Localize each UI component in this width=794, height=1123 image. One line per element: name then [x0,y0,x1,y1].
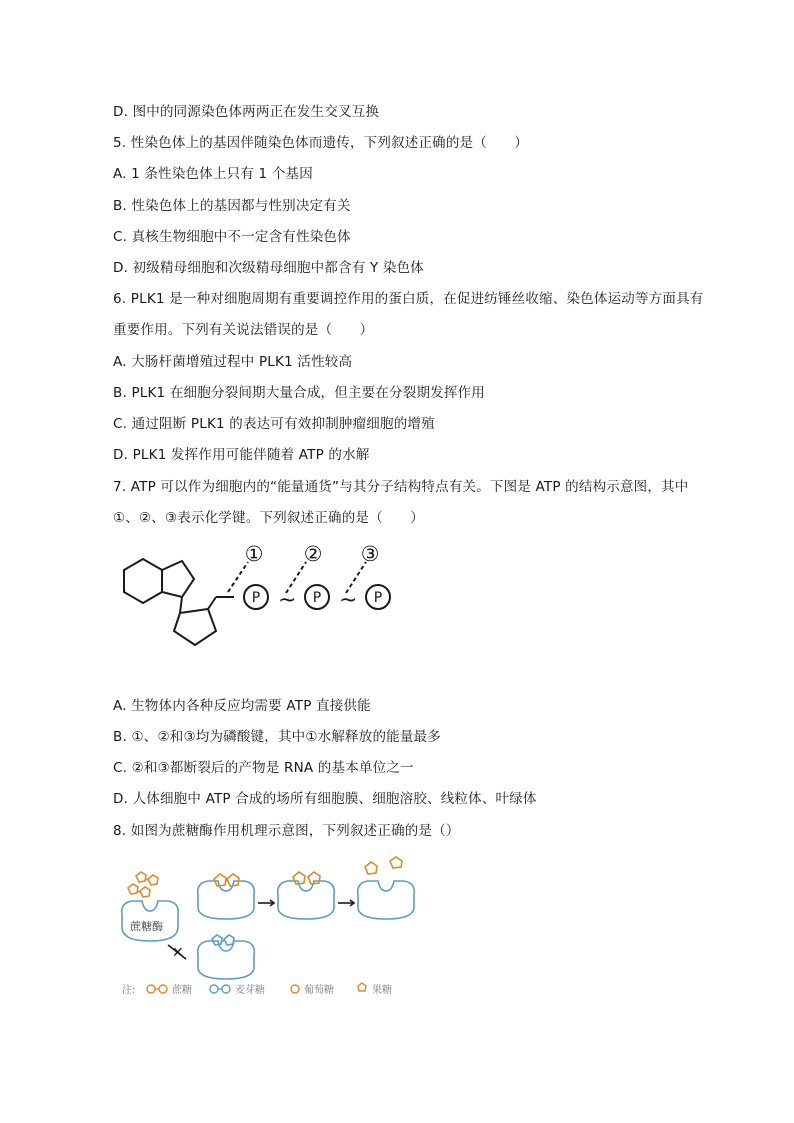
adenine-hexagon [124,559,162,603]
q7-option-d: D. 人体细胞中 ATP 合成的场所有细胞膜、细胞溶胶、线粒体、叶绿体 [113,791,537,807]
q8-stem: 8. 如图为蔗糖酶作用机理示意图，下列叙述正确的是（） [113,823,460,839]
enzyme-4 [358,881,415,919]
adenine-pentagon [162,561,194,597]
q5-option-c: C. 真核生物细胞中不一定含有性染色体 [113,229,351,245]
enzyme-3 [278,881,335,919]
enzyme-5 [198,941,255,979]
enzyme-label: 蔗糖酶 [130,920,163,933]
q6-stem-line1: 6. PLK1 是一种对细胞周期有重要调控作用的蛋白质，在促进纺锤丝收缩、染色体运动等方面具有 [113,291,704,307]
high-energy-bond-2: ~ [339,588,358,613]
phosphate-1-label: P [251,590,261,606]
phosphate-3-label: P [373,590,383,606]
q5-option-d: D. 初级精母细胞和次级精母细胞中都含有 Y 染色体 [113,260,425,276]
legend-glucose: 葡萄糖 [304,985,334,996]
q6-option-c: C. 通过阻断 PLK1 的表达可有效抑制肿瘤细胞的增殖 [113,416,435,432]
legend-sucrose: 蔗糖 [172,985,192,996]
released-products-icon [365,857,402,874]
q7-option-a: A. 生物体内各种反应均需要 ATP 直接供能 [113,698,371,714]
bound-sucrose-icon [214,874,239,886]
q4-option-d: D. 图中的同源染色体两两正在发生交叉互换 [113,104,380,120]
q7-stem-line2: ①、②、③表示化学键。下列叙述正确的是（ ） [113,510,424,526]
ribose-pentagon [174,609,216,645]
q7-stem-line1: 7. ATP 可以作为细胞内的“能量通货”与其分子结构特点有关。下图是 ATP 的结构示意图，其中 [113,479,689,495]
q6-option-a: A. 大肠杆菌增殖过程中 PLK1 活性较高 [113,354,353,370]
bond-label-3: ③ [360,542,380,566]
free-sucrose-icon [128,872,158,897]
q6-option-b: B. PLK1 在细胞分裂间期大量合成，但主要在分裂期发挥作用 [113,385,485,401]
bond-label-2: ② [303,542,323,566]
q5-option-b: B. 性染色体上的基因都与性别决定有关 [113,198,351,214]
bound-products-icon [293,872,320,884]
q7-option-b: B. ①、②和③均为磷酸键，其中①水解释放的能量最多 [113,729,441,745]
atp-structure-figure [110,535,410,655]
high-energy-bond-1: ~ [278,588,297,613]
q5-option-a: A. 1 条性染色体上只有 1 个基因 [113,166,313,182]
phosphate-2-label: P [312,590,322,606]
legend-maltose: 麦芽糖 [235,985,265,996]
maltose-icon [212,935,234,945]
q6-stem-line2: 重要作用。下列有关说法错误的是（ ） [113,322,374,338]
enzyme-2 [198,881,255,919]
q6-option-d: D. PLK1 发挥作用可能伴随着 ATP 的水解 [113,447,370,463]
bond-label-1: ① [244,542,264,566]
legend-prefix: 注: [122,985,136,996]
q5-stem: 5. 性染色体上的基因伴随染色体而遗传，下列叙述正确的是（ ） [113,135,529,151]
sucrase-mechanism-figure [110,855,420,1005]
q7-option-c: C. ②和③都断裂后的产物是 RNA 的基本单位之一 [113,760,414,776]
legend-fructose: 果糖 [372,985,392,996]
blocked-mark: ✕ [172,945,184,961]
